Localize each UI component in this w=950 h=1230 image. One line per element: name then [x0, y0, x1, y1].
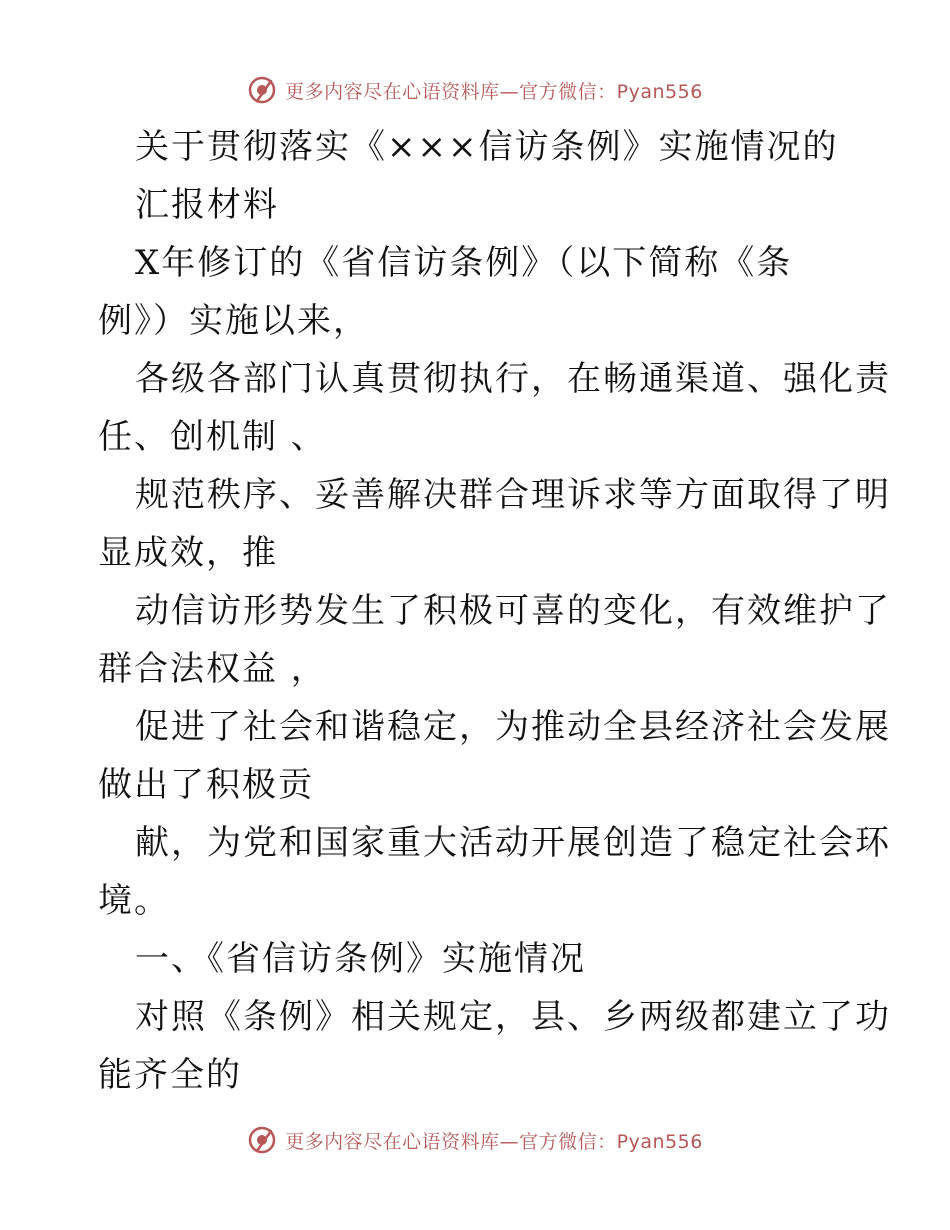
paragraph-line: 各级各部门认真贯彻执行，在畅通渠道、强化责: [135, 359, 891, 399]
section-heading: 一、《省信访条例》实施情况: [135, 939, 586, 979]
paragraph-line: 群合法权益 ，: [98, 649, 327, 689]
document-title-line-1: 关于贯彻落实《×××信访条例》实施情况的: [135, 127, 839, 167]
quill-seal-icon: [247, 75, 277, 105]
watermark-text: 更多内容尽在心语资料库—官方微信：Pyan556: [285, 80, 703, 103]
paragraph-line: 境。: [98, 881, 170, 921]
paragraph-line: 对照《条例》相关规定，县、乡两级都建立了功: [135, 997, 891, 1037]
quill-seal-icon: [247, 1125, 277, 1155]
paragraph-line: 显成效，推: [98, 533, 278, 573]
paragraph-line: 规范秩序、妥善解决群合理诉求等方面取得了明: [135, 475, 891, 515]
paragraph-line: 促进了社会和谐稳定，为推动全县经济社会发展: [135, 707, 891, 747]
paragraph-line: 献，为党和国家重大活动开展创造了稳定社会环: [135, 823, 891, 863]
paragraph-line: 做出了积极贡: [98, 765, 314, 805]
header-watermark: [0, 70, 950, 110]
paragraph-line: X年修订的《省信访条例》（以下简称《条: [135, 243, 793, 283]
paragraph-line: 动信访形势发生了积极可喜的变化，有效维护了: [135, 591, 891, 631]
document-title-line-2: 汇报材料: [135, 185, 279, 225]
footer-watermark: [0, 1120, 950, 1160]
paragraph-line: 能齐全的: [98, 1055, 242, 1095]
paragraph-line: 任、创机制 、: [98, 417, 327, 457]
paragraph-line: 例》）实施以来，: [98, 301, 369, 341]
watermark-text: 更多内容尽在心语资料库—官方微信：Pyan556: [285, 1130, 703, 1153]
